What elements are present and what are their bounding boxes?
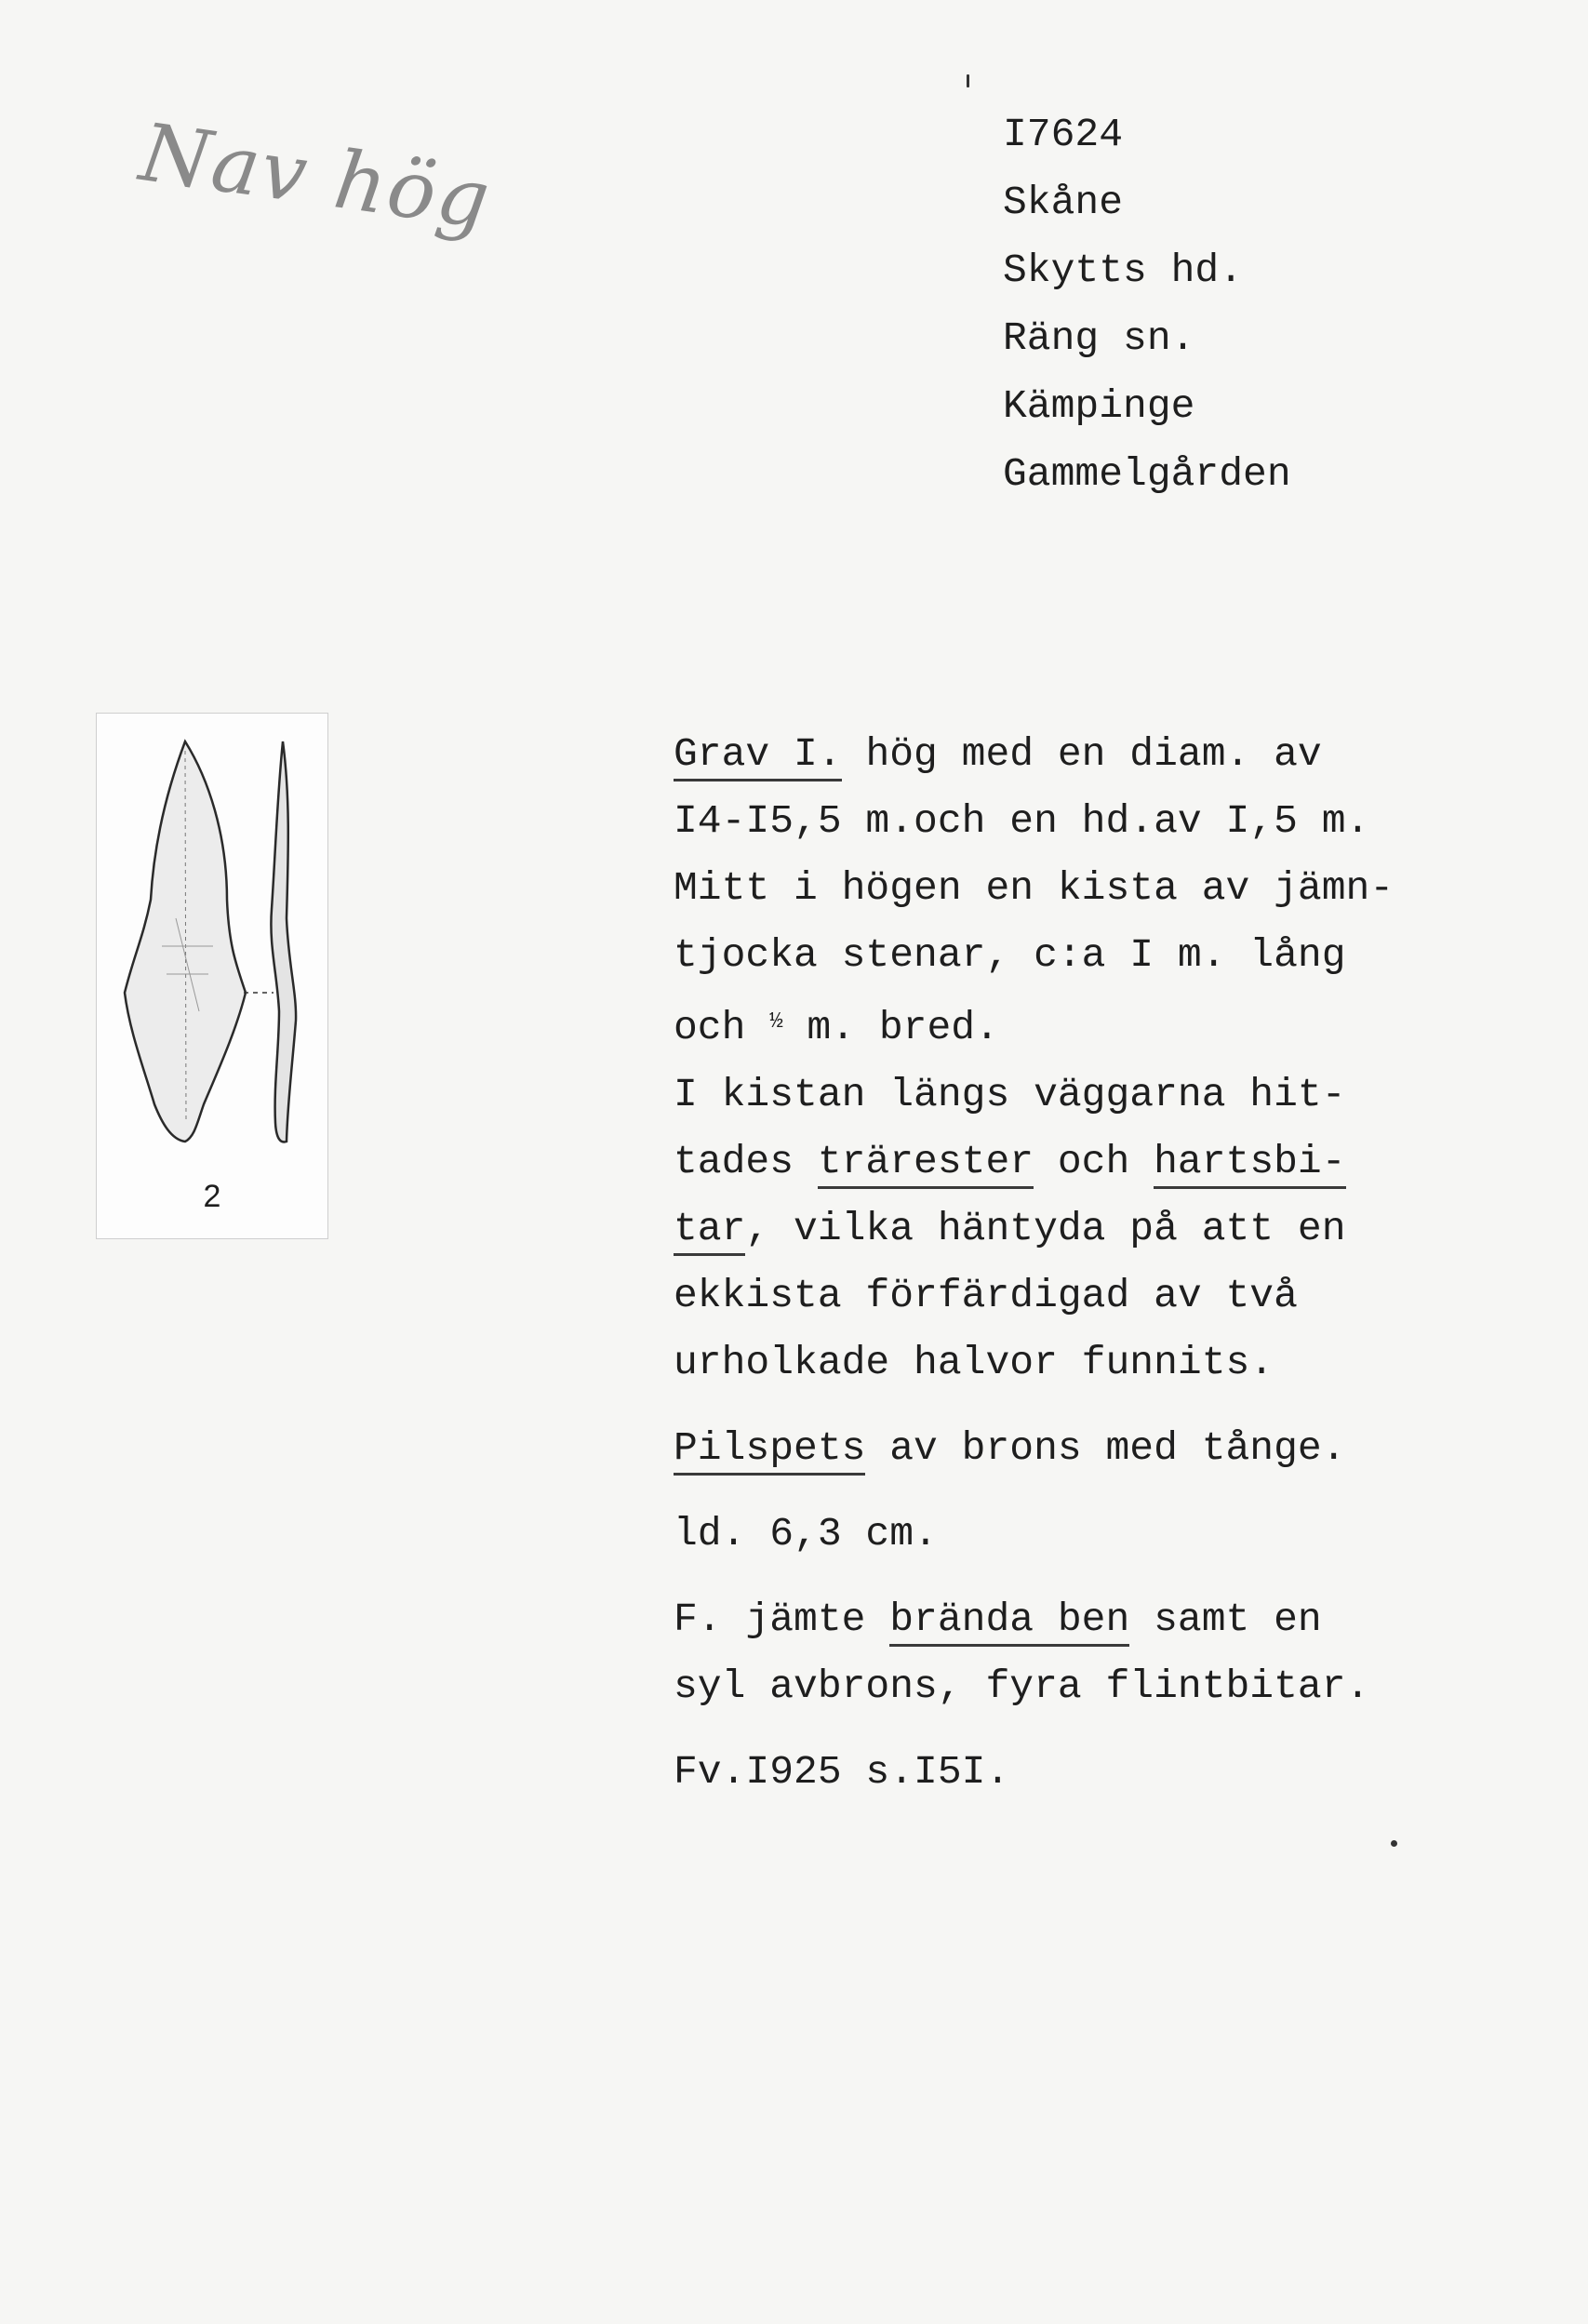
- arrowhead-drawing: [96, 713, 328, 1239]
- ink-dot: [1391, 1840, 1397, 1847]
- figure-number: 2: [203, 1179, 221, 1214]
- reference-line: Fv.I925 s.I5I.: [674, 1749, 1010, 1795]
- parish: Räng sn.: [1003, 315, 1195, 361]
- body-line: syl avbrons, fyra flintbitar.: [674, 1663, 1370, 1709]
- grave-line: Grav I. hög med en diam. av: [674, 721, 1529, 788]
- card-body: [674, 721, 1529, 1806]
- card-header: [1003, 100, 1291, 508]
- body-line: Mitt i högen en kista av jämn-: [674, 865, 1395, 911]
- body-line: urholkade halvor funnits.: [674, 1340, 1274, 1385]
- underlined-term: tar: [674, 1206, 745, 1256]
- underlined-term: trärester: [818, 1139, 1034, 1189]
- length-line: ld. 6,3 cm.: [674, 1511, 938, 1556]
- handwritten-note: Nav hög: [134, 106, 497, 247]
- village: Kämpinge: [1003, 383, 1195, 429]
- body-line: ekkista förfärdigad av två: [674, 1273, 1298, 1318]
- body-line: I kistan längs väggarna hit-: [674, 1072, 1346, 1117]
- underlined-term: brända ben: [889, 1596, 1129, 1647]
- ink-mark: [967, 74, 969, 87]
- catalog-number: I7624: [1003, 112, 1124, 157]
- find-label: Pilspets: [674, 1425, 865, 1476]
- underlined-term: hartsbi-: [1154, 1139, 1345, 1189]
- body-line: och $^{\frac{1}{2}}$ m. bred.: [674, 1005, 999, 1050]
- fraction: ½: [769, 1009, 783, 1035]
- arrowhead-illustration: [97, 714, 327, 1238]
- grave-label: Grav I.: [674, 731, 842, 781]
- arrowhead-side: [271, 741, 296, 1142]
- province: Skåne: [1003, 180, 1124, 225]
- finds-line: F. jämte brända ben samt en: [674, 1586, 1529, 1653]
- body-line: tjocka stenar, c:a I m. lång: [674, 932, 1346, 978]
- arrowhead-front: [125, 741, 246, 1142]
- find-line: Pilspets av brons med tånge.: [674, 1415, 1529, 1482]
- body-line: I4-I5,5 m.och en hd.av I,5 m.: [674, 798, 1370, 844]
- district: Skytts hd.: [1003, 247, 1244, 293]
- body-line: tades trärester och hartsbi-: [674, 1129, 1529, 1195]
- farm: Gammelgården: [1003, 451, 1291, 497]
- body-line: tar, vilka häntyda på att en: [674, 1195, 1529, 1262]
